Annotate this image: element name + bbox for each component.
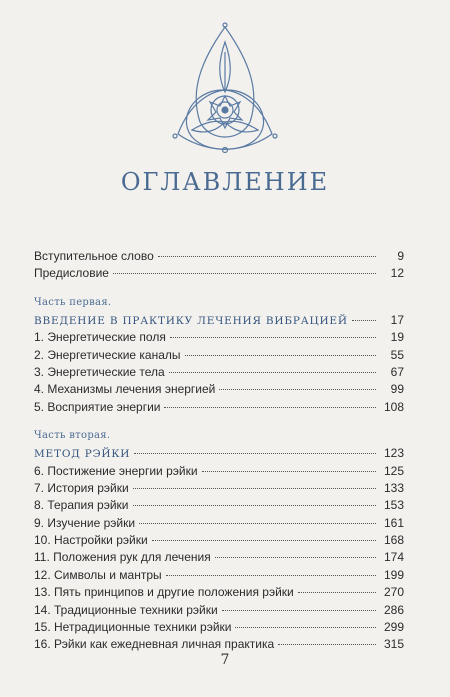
dot-leader (278, 632, 376, 645)
toc-entry-page: 99 (390, 382, 404, 397)
dot-leader (139, 511, 376, 524)
toc-entry-label: 11. Положения рук для лечения (34, 550, 211, 565)
toc-entry-page: 108 (383, 399, 404, 414)
triquetra-mandala-icon (170, 22, 280, 162)
table-of-contents (34, 247, 404, 653)
toc-entry-label: 4. Механизмы лечения энергией (34, 382, 216, 397)
part-label: Часть вторая. (34, 430, 111, 442)
dot-leader (222, 598, 376, 611)
toc-entry-label: 6. Постижение энергии рэйки (34, 463, 198, 478)
dot-leader (185, 343, 376, 356)
dot-leader (352, 308, 376, 321)
toc-entry-label: 3. Энергетические тела (34, 364, 165, 379)
toc-entry-label: 5. Восприятие энергии (34, 399, 161, 414)
toc-entry-page: 299 (383, 620, 404, 635)
toc-entry[interactable] (34, 264, 404, 281)
toc-entry-page: 55 (390, 347, 404, 362)
part-title-label: МЕТОД РЭЙКИ (34, 448, 131, 461)
toc-entry-page: 286 (383, 602, 404, 617)
toc-entry[interactable] (34, 635, 404, 652)
page-number: 7 (220, 652, 230, 668)
toc-entry-label: 9. Изучение рэйки (34, 515, 136, 530)
toc-entry-label: 7. История рэйки (34, 480, 129, 495)
dot-leader (164, 395, 376, 408)
dot-leader (215, 545, 376, 558)
toc-entry-label: 10. Настройки рэйки (34, 533, 148, 548)
toc-entry-page: 9 (397, 249, 404, 263)
dot-leader (235, 615, 376, 628)
dot-leader (170, 325, 376, 338)
dot-leader (298, 580, 376, 593)
toc-entry-page: 153 (383, 498, 404, 513)
toc-entry-label: 14. Традиционные техники рэйки (34, 602, 218, 617)
dot-leader (158, 244, 376, 257)
toc-entry-label: 15. Нетрадиционные техники рэйки (34, 620, 232, 635)
toc-entry-label: 1. Энергетические поля (34, 330, 166, 345)
toc-entry-label: Вступительное слово (34, 249, 154, 263)
dot-leader (202, 459, 376, 472)
toc-entry-page: 199 (383, 567, 404, 582)
toc-entry-page: 174 (383, 550, 404, 565)
toc-entry-label: Предисловие (34, 266, 109, 281)
toc-entry-page: 67 (390, 364, 404, 379)
toc-entry-label: 16. Рэйки как ежедневная личная практика (34, 637, 275, 652)
toc-entry-page: 19 (390, 330, 404, 345)
toc-entry-page: 161 (383, 515, 404, 530)
dot-leader (166, 563, 376, 576)
toc-entry-label: 13. Пять принципов и другие положения рэйки (34, 585, 294, 600)
toc-entry-page: 125 (383, 463, 404, 478)
toc-entry[interactable] (34, 398, 404, 415)
part-label: Часть первая. (34, 296, 112, 308)
part-title-label: ВВЕДЕНИЕ В ПРАКТИКУ ЛЕЧЕНИЯ ВИБРАЦИЕЙ (34, 314, 348, 327)
part-title-page: 123 (383, 446, 404, 461)
dot-leader (134, 441, 376, 454)
toc-entry-page: 270 (383, 585, 404, 600)
toc-entry-page: 12 (390, 266, 404, 281)
dot-leader (152, 528, 376, 541)
toc-entry-label: 12. Символы и мантры (34, 567, 162, 582)
page-title: ОГЛАВЛЕНИЕ (120, 168, 330, 196)
toc-entry-label: 8. Терапия рэйки (34, 498, 129, 513)
dot-leader (133, 476, 376, 489)
part-title-page: 17 (390, 312, 404, 327)
toc-entry-page: 315 (383, 637, 404, 652)
toc-entry-page: 168 (383, 533, 404, 548)
toc-entry-page: 133 (383, 480, 404, 495)
toc-entry-label: 2. Энергетические каналы (34, 347, 181, 362)
dot-leader (169, 360, 376, 373)
dot-leader (219, 377, 376, 390)
dot-leader (133, 493, 376, 506)
dot-leader (113, 261, 376, 274)
